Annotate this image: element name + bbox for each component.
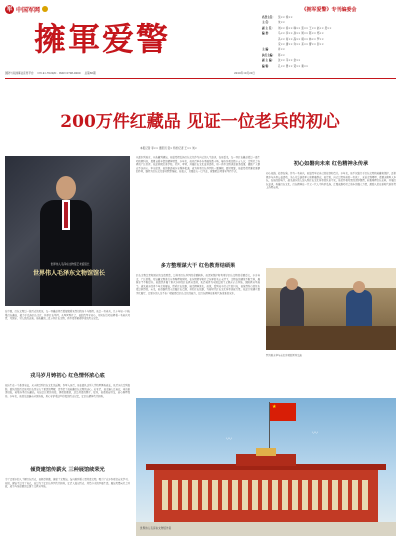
committee-row	[262, 64, 396, 69]
flag-icon: ★	[270, 403, 296, 421]
committee-names: 许××	[278, 48, 285, 52]
committee-names: 朱××	[278, 21, 285, 25]
issue-date: 2020年10月20日	[234, 72, 255, 75]
article-right-body: 初心如磐，使命在肩。作为一名老兵，他始终牢记自己的使命和责任。多年来，他不仅致力于红色文物的收藏和保护，还积极参与各类公益活动，关心关爱退役军人和困难群众。他常说，自己是党培养的一名战士，无论走到哪里，都要永葆军人本色。在他的影响下，越来越多的人加入到红色文化传承的队伍中来。他们怀着对党的深厚感情，收集整理红色史料，开展红色宣讲，传播红色文化。红色精神在一代又一代人中传承弘扬，汇聚成推动社会进步的强大力量，激励人们在新时代新征程上奋勇前进。	[266, 172, 396, 190]
article-middle-body: 红色文物是党和国家的宝贵财富，是传承红色基因的重要载体。他深知保护和利用好红色文物的重要意义，多方奔走，广泛征集，对馆藏文物进行分类整理和研究。在各级领导和社会各界的关心支持下，文物馆的建设不断完善，展陈水平不断提升。他组织开展了形式多样的红色教育活动，先后被评为全国爱国主义教育示范基地、国防教育基地等。越来越多的青少年走进展馆，聆听红色故事，接受精神洗礼。他说，看到孩子们专注的目光，他觉得所有的付出都是值得的。未来，他将继续深入挖掘红色资源，讲好红色故事，为新时代红色文化传承贡献力量。他还计划建立数字化展厅，让更多的人足不出户就能感受红色文化的魅力，让红色精神在新时代焕发新的光彩。	[136, 274, 260, 295]
committee-role: 主 编：	[262, 48, 271, 52]
interview-photo-caption: 图为陈永华与前来参观的领导交流	[266, 354, 302, 357]
committee-names: 宋×× 唐×× 许×× 邓×× 曹×× 彭××	[278, 43, 324, 47]
committee-role: 编 委：	[262, 32, 271, 36]
committee-role: 名誉主任：	[262, 16, 275, 19]
section-2-heading: 多方整理谋大干 红色教育结硕果	[160, 263, 236, 269]
issue-no: 总第66期	[84, 72, 96, 75]
committee-names: 蒋××	[278, 53, 285, 57]
info-bar: 国防与双拥事业宣传平台 CN 41-7020/D · ISSN 0708-0000 总第66期 2020年10月20日	[5, 72, 255, 75]
committee-box	[262, 6, 396, 76]
committee-role: 执行主编：	[262, 53, 275, 57]
paper-name: 中国军网	[16, 6, 41, 14]
committee-names: 孔×× 曾×× 贺×× 秦××	[278, 64, 309, 68]
headline: 200万件红藏品 见证一位老兵的初心	[60, 112, 340, 132]
photo-person	[40, 176, 92, 306]
interview-photo	[266, 268, 396, 350]
main-photo	[5, 156, 130, 306]
photo-caption-big: 世界伟人毛泽东文物馆馆长	[32, 270, 105, 277]
committee-names: 冯×× 何×× 高×× 胡×× 林×× 罗××	[278, 37, 324, 41]
committee-role: 副 主 任：	[262, 26, 275, 30]
committee-role: 主 任：	[262, 21, 271, 25]
info-text: 国防与双拥事业宣传平台	[5, 72, 34, 75]
article-left-end: 为了让更多的人了解红色历史，他倾尽积蓄，建起了文物馆。馆内陈列着大量珍贵文物，吸引了众多参观者前来学习。他说，建馆不是为了自己，而是为了让红色基因代代相传，让后人铭记历史、珍惜今天的幸福生活。展馆免费向社会开放，成为当地重要的爱国主义教育基地。	[5, 478, 130, 489]
article-left-body: 他出生在一个革命家庭，从小就受到红色文化的熏陶。参军入伍后，他在部队这所大学校里锤炼成长，先后多次受到表彰。部队的经历让他对红色历史有了更深的理解，也坚定了他收藏红色文物的决心。转业后，他走遍大江南北，寻访革命旧址，收集各类红色藏品。无论是泛黄的书信、斑驳的徽章，还是珍贵的照片、报刊，他都视若珍宝，悉心整理保存。多年来，他的足迹遍布全国各地，用心守护着这些珍贵的历史记忆，让红色精神代代相传。	[5, 384, 130, 398]
committee-names: 沈×× 韦×× 金××	[278, 59, 301, 63]
photo-caption-small: 世界伟人毛泽东文物馆艺术馆馆长	[50, 263, 90, 266]
section-1-heading: 戎马岁月铸初心 红色情怀浓心底	[30, 373, 105, 379]
committee-role: 编 辑：	[262, 64, 271, 68]
section-4-heading: 初心如磐向未来 红色精神永传承	[293, 161, 369, 167]
committee-rows	[262, 15, 396, 69]
building-photo: ★ 〰 〰 世界伟人毛泽东文物馆外景	[136, 398, 396, 536]
byline: 本报记者 李×× 通讯员 张× 特约记者 王×× 刘×	[140, 147, 197, 150]
committee-role: 副 主 编：	[262, 59, 275, 63]
committee-names: 刘×× 汤×× 韩×× 张×× 王×× 赵×× 吴××	[278, 26, 332, 30]
small-emblem-icon	[42, 6, 48, 12]
article-middle-top: 从部队到地方，从收藏到建馆，他始终把弘扬红色文化作为自己的人生追求。在他看来，每一件红色藏品都是一部生动的教科书，都蕴含着丰富的精神财富。多年来，他先后举办各类展览数十场，接待参观者数十万人次，受到社会各界的广泛好评。他还积极走进学校、社区、军营，开展红色文化宣讲活动，用一件件文物讲述革命故事，激励广大群众不忘初心、牢记使命。他的事迹被多家媒体报道，成为传承红色基因的一面旗帜。面对荣誉，他始终保持谦虚谨慎的作风，继续为红色文化事业默默奉献。他表示，只要还有一口气在，就要把这项事业坚持下去。	[136, 156, 260, 174]
masthead-title: 擁軍爱警	[34, 20, 171, 58]
committee-names: 马×× 李×× 孙×× 周×× 陈×× 郑××	[278, 32, 324, 36]
logo-emblem-icon: 军	[6, 5, 13, 13]
paper-logo	[5, 4, 55, 14]
article-left-intro: 在中国，红色文物是一段历史的见证，每一件藏品背后都凝聚着先烈们的奋斗与牺牲。他是一名老兵，几十年如一日收集红色藏品，致力于弘扬红色文化，传承红色基因。从军营到社会，他始终坚守初心，用实际行动诠释着一名老兵对党、对国家、对人民的忠诚。他收藏的二百万件红色文物，件件都承载着厚重的历史记忆。	[5, 310, 130, 321]
top-red-rule	[5, 78, 396, 79]
building-caption: 世界伟人毛泽东文物馆外景	[140, 527, 172, 530]
committee-names: 吴×× 徐××	[278, 16, 293, 19]
section-3-heading: 倾资建馆传薪火 三种展馆续荣光	[30, 467, 105, 473]
committee-title: 《拥军爱警》专刊编委会	[301, 7, 357, 13]
